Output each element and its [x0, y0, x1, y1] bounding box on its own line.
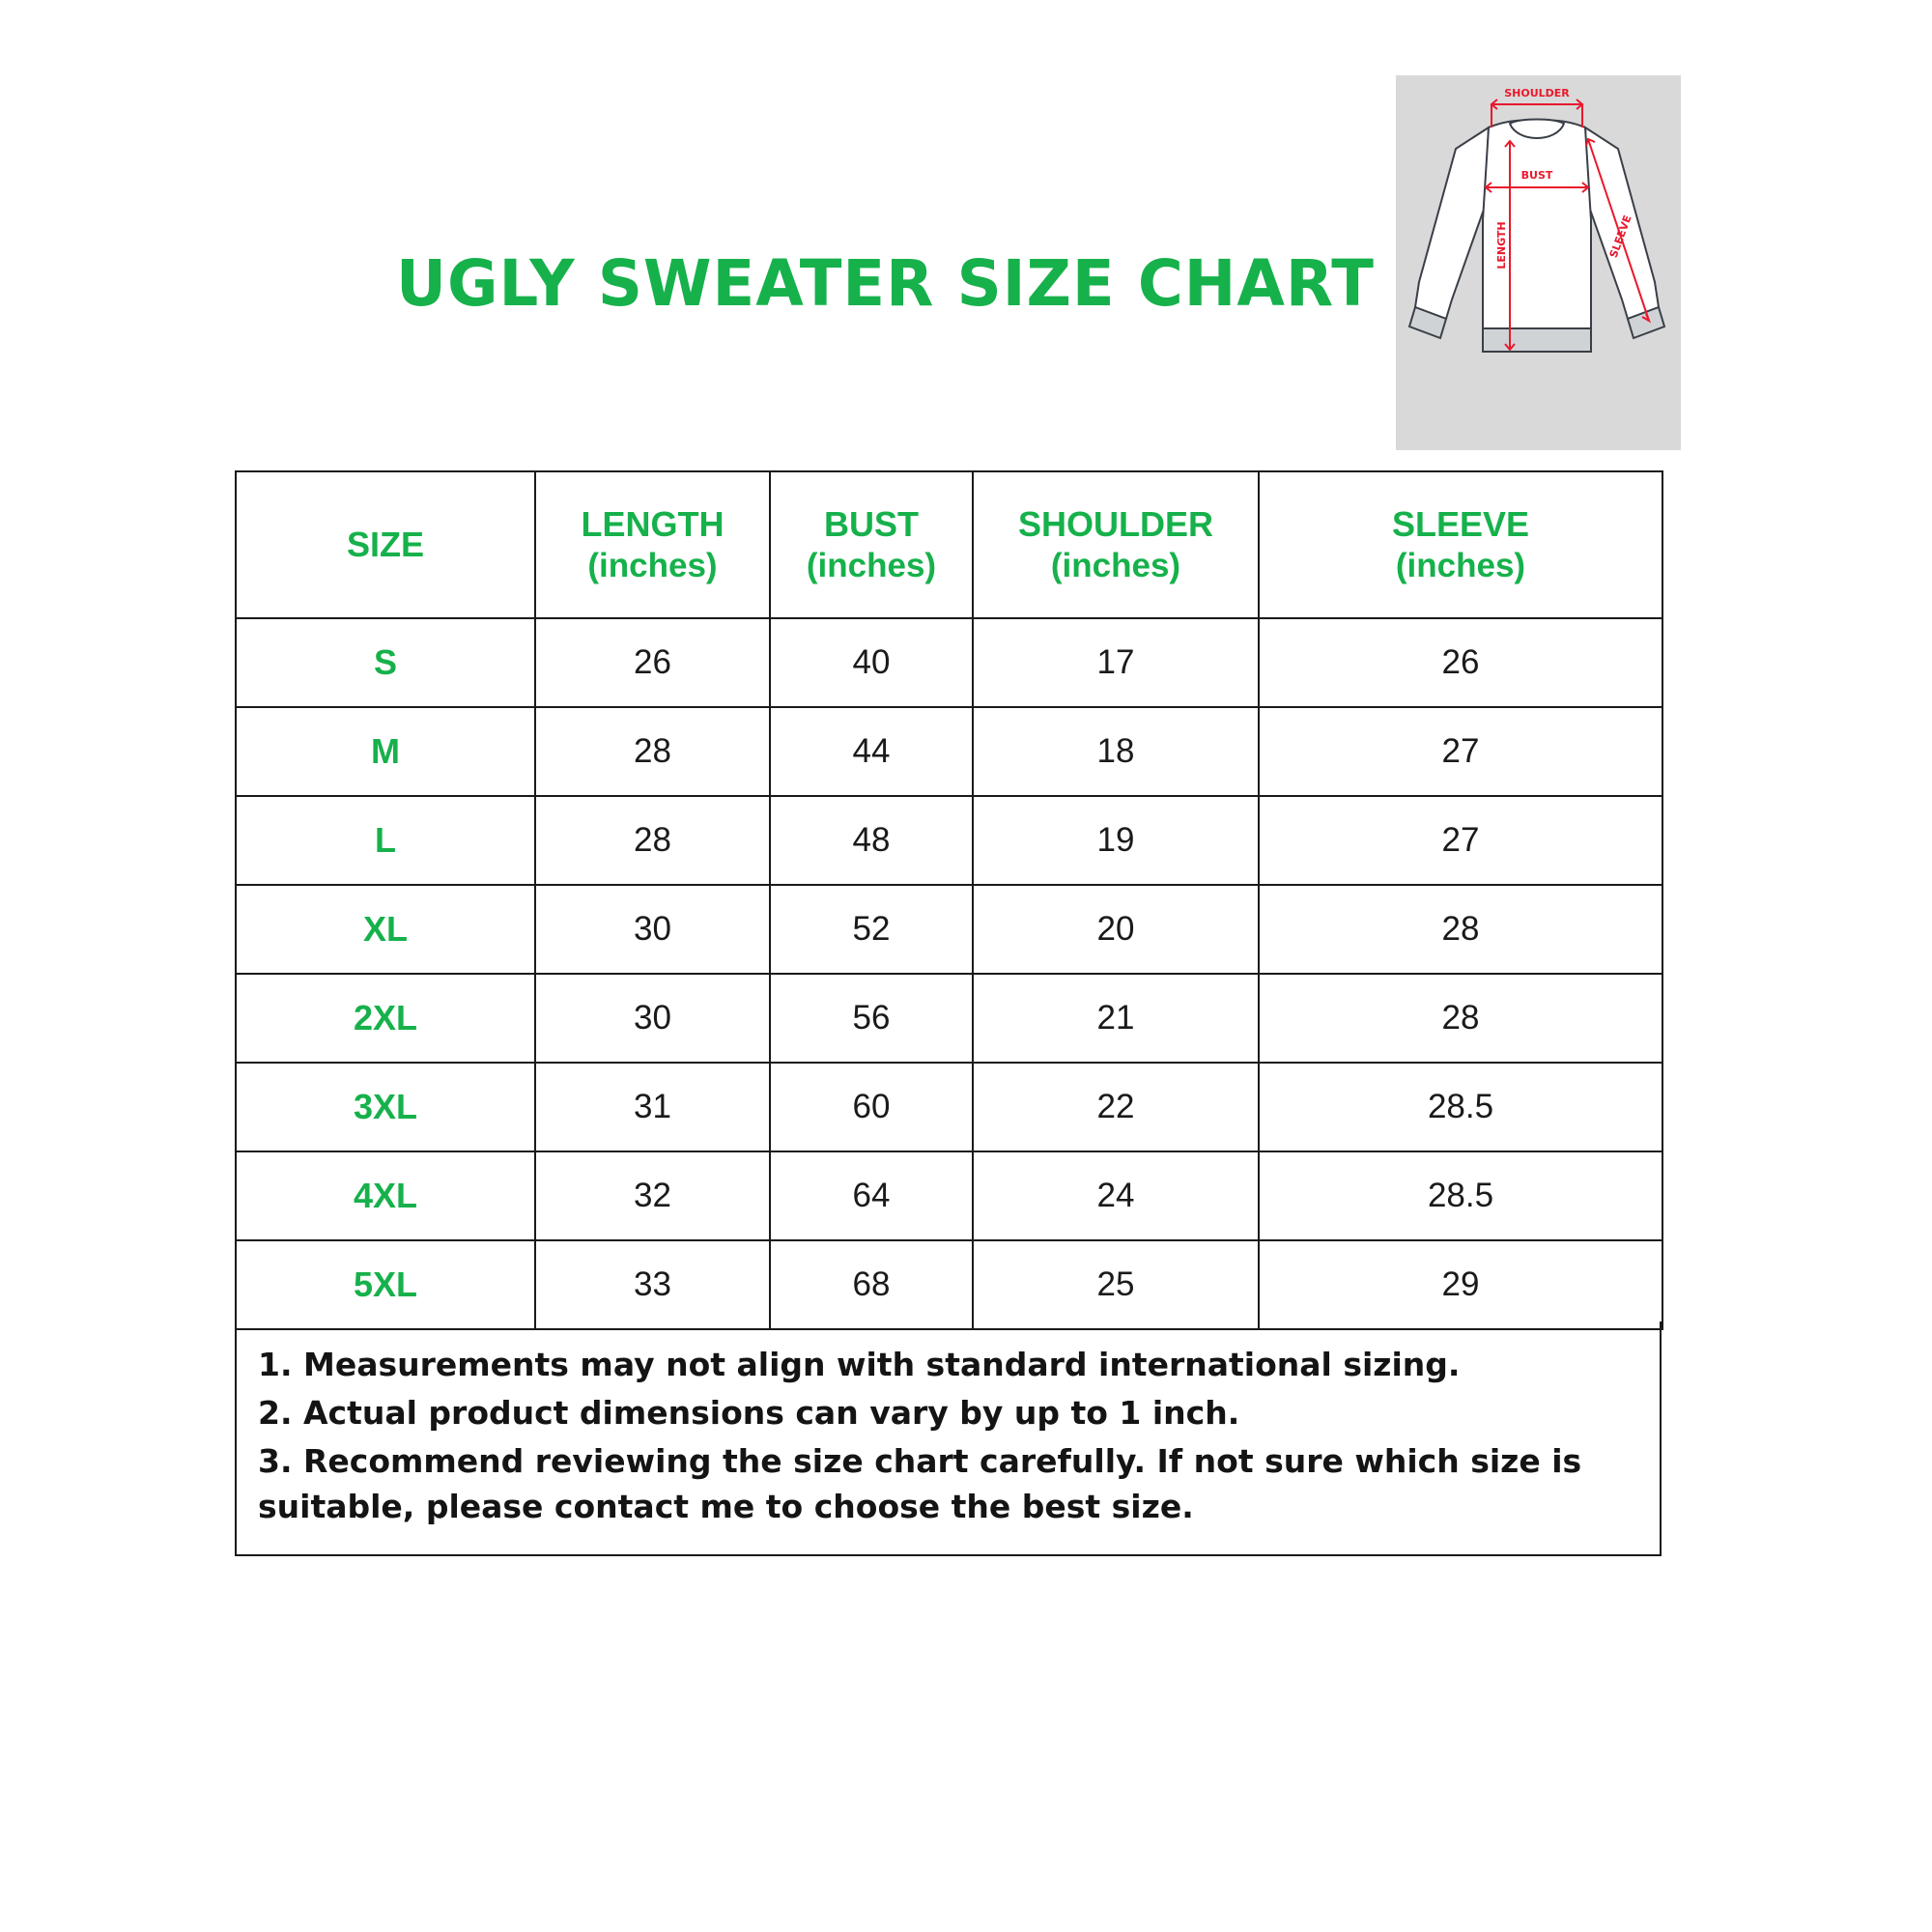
cell-bust: 56 — [770, 974, 973, 1063]
diagram-label-sleeve: SLEEVE — [1606, 213, 1634, 260]
cell-sleeve: 26 — [1259, 618, 1662, 707]
cell-length: 26 — [535, 618, 770, 707]
table-header-row — [236, 471, 1662, 618]
cell-sleeve: 28.5 — [1259, 1063, 1662, 1151]
column-header-bust-label: BUST — [824, 503, 919, 544]
column-header-bust-unit: (inches) — [806, 546, 937, 584]
cell-bust: 48 — [770, 796, 973, 885]
column-header-bust — [770, 471, 973, 618]
column-header-shoulder — [973, 471, 1259, 618]
cell-length: 30 — [535, 974, 770, 1063]
diagram-label-shoulder: SHOULDER — [1504, 87, 1570, 99]
cell-bust: 68 — [770, 1240, 973, 1329]
cell-size: 4XL — [236, 1151, 535, 1240]
cell-shoulder: 19 — [973, 796, 1259, 885]
table-row — [236, 974, 1662, 1063]
column-header-sleeve-label: SLEEVE — [1391, 503, 1530, 544]
table-row — [236, 796, 1662, 885]
column-header-size — [236, 471, 535, 618]
cell-length: 28 — [535, 707, 770, 796]
cell-shoulder: 20 — [973, 885, 1259, 974]
cell-length: 28 — [535, 796, 770, 885]
note-item: 1. Measurements may not align with standard international sizing. — [258, 1346, 1461, 1383]
cell-bust: 64 — [770, 1151, 973, 1240]
cell-length: 31 — [535, 1063, 770, 1151]
table-row — [236, 707, 1662, 796]
cell-sleeve: 28 — [1259, 885, 1662, 974]
cell-shoulder: 24 — [973, 1151, 1259, 1240]
size-chart-table-wrapper — [235, 470, 1662, 1330]
note-item: 2. Actual product dimensions can vary by up to 1 inch. — [258, 1394, 1240, 1433]
table-row — [236, 1240, 1662, 1329]
cell-size: 5XL — [236, 1240, 535, 1329]
cell-shoulder: 21 — [973, 974, 1259, 1063]
sweater-measurement-diagram — [1396, 75, 1681, 450]
cell-sleeve: 29 — [1259, 1240, 1662, 1329]
column-header-shoulder-unit: (inches) — [1050, 546, 1181, 584]
table-row — [236, 618, 1662, 707]
size-chart-table — [235, 470, 1663, 1330]
page-title: UGLY SWEATER SIZE CHART — [396, 246, 1375, 321]
column-header-length — [535, 471, 770, 618]
cell-size: L — [236, 796, 535, 885]
diagram-label-bust: BUST — [1520, 169, 1553, 182]
cell-sleeve: 27 — [1259, 707, 1662, 796]
table-row — [236, 1063, 1662, 1151]
cell-bust: 40 — [770, 618, 973, 707]
cell-shoulder: 25 — [973, 1240, 1259, 1329]
column-header-sleeve-unit: (inches) — [1395, 546, 1526, 584]
cell-shoulder: 22 — [973, 1063, 1259, 1151]
column-header-sleeve — [1259, 471, 1662, 618]
cell-shoulder: 17 — [973, 618, 1259, 707]
cell-size: XL — [236, 885, 535, 974]
column-header-shoulder-label: SHOULDER — [1017, 503, 1213, 544]
column-header-length-unit: (inches) — [587, 546, 718, 584]
table-row — [236, 885, 1662, 974]
table-row — [236, 1151, 1662, 1240]
diagram-label-length: LENGTH — [1495, 221, 1508, 270]
cell-length: 30 — [535, 885, 770, 974]
cell-sleeve: 27 — [1259, 796, 1662, 885]
cell-bust: 44 — [770, 707, 973, 796]
cell-shoulder: 18 — [973, 707, 1259, 796]
cell-sleeve: 28 — [1259, 974, 1662, 1063]
column-header-size-label: SIZE — [346, 525, 424, 565]
cell-size: 2XL — [236, 974, 535, 1063]
notes-section — [235, 1321, 1662, 1556]
note-item: 3. Recommend reviewing the size chart carefully. If not sure which size is suitable, please contact me to choose the best size. — [258, 1442, 1582, 1525]
cell-length: 32 — [535, 1151, 770, 1240]
cell-size: S — [236, 618, 535, 707]
cell-bust: 52 — [770, 885, 973, 974]
column-header-length-label: LENGTH — [581, 503, 724, 544]
cell-length: 33 — [535, 1240, 770, 1329]
cell-size: M — [236, 707, 535, 796]
cell-size: 3XL — [236, 1063, 535, 1151]
cell-sleeve: 28.5 — [1259, 1151, 1662, 1240]
cell-bust: 60 — [770, 1063, 973, 1151]
